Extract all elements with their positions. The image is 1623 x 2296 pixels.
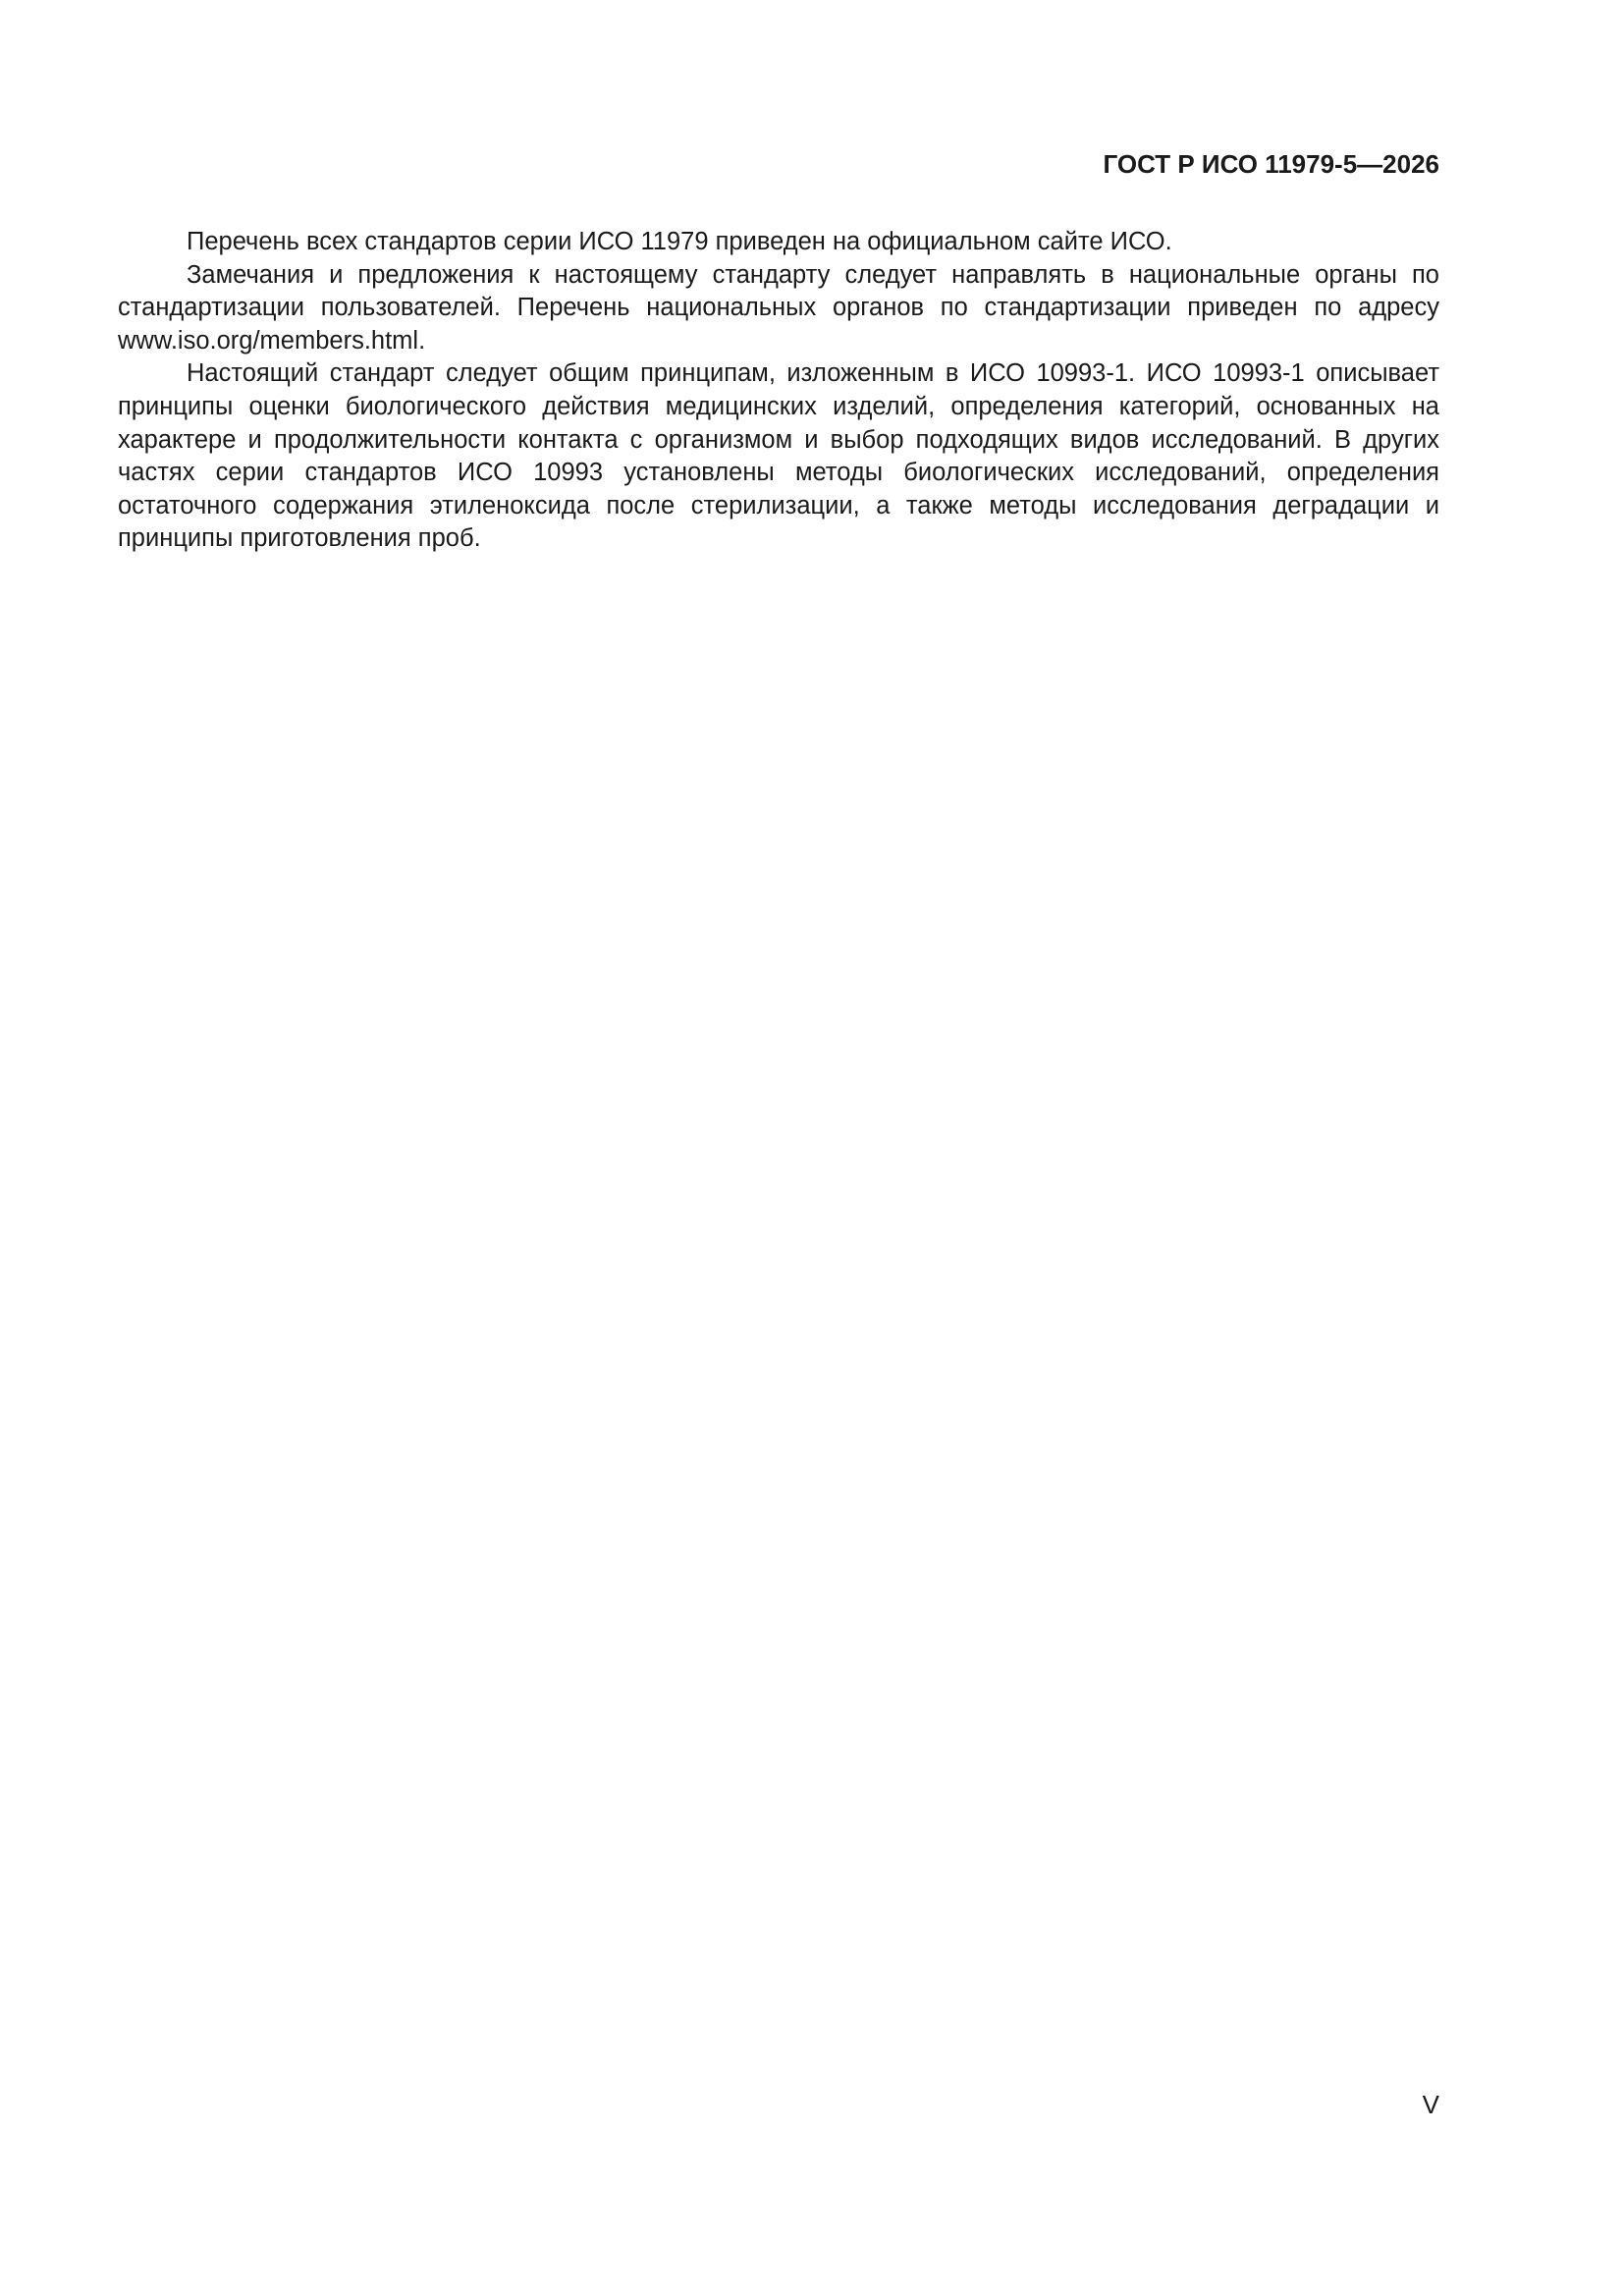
document-designation: ГОСТ Р ИСО 11979-5—2026 <box>1103 149 1439 179</box>
paragraph-principles: Настоящий стандарт следует общим принципам, изложенным в ИСО 10993-1. ИСО 10993-1 описывает принципы оценки биологического действия медицинских изделий, определения категорий, основанных на характере и продолжительности контакта с организмом и выбор подходящих видов исследований. В других частях серии стандартов ИСО 10993 установлены методы биологических исследований, определения остаточного содержания этиленоксида после стерилизации, а также методы исследования деградации и принципы приготовления проб. <box>118 359 1439 553</box>
paragraph-comments: Замечания и предложения к настоящему стандарту следует направлять в национальные органы по стандартизации пользователей. Перечень национальных органов по стандартизации приведен по адресу www.iso.org/members.html. <box>118 260 1439 355</box>
page-number: V <box>1422 2090 1439 2119</box>
paragraph-standards-list: Перечень всех стандартов серии ИСО 11979 приведен на официальном сайте ИСО. <box>187 228 1172 255</box>
document-body <box>118 226 1439 556</box>
